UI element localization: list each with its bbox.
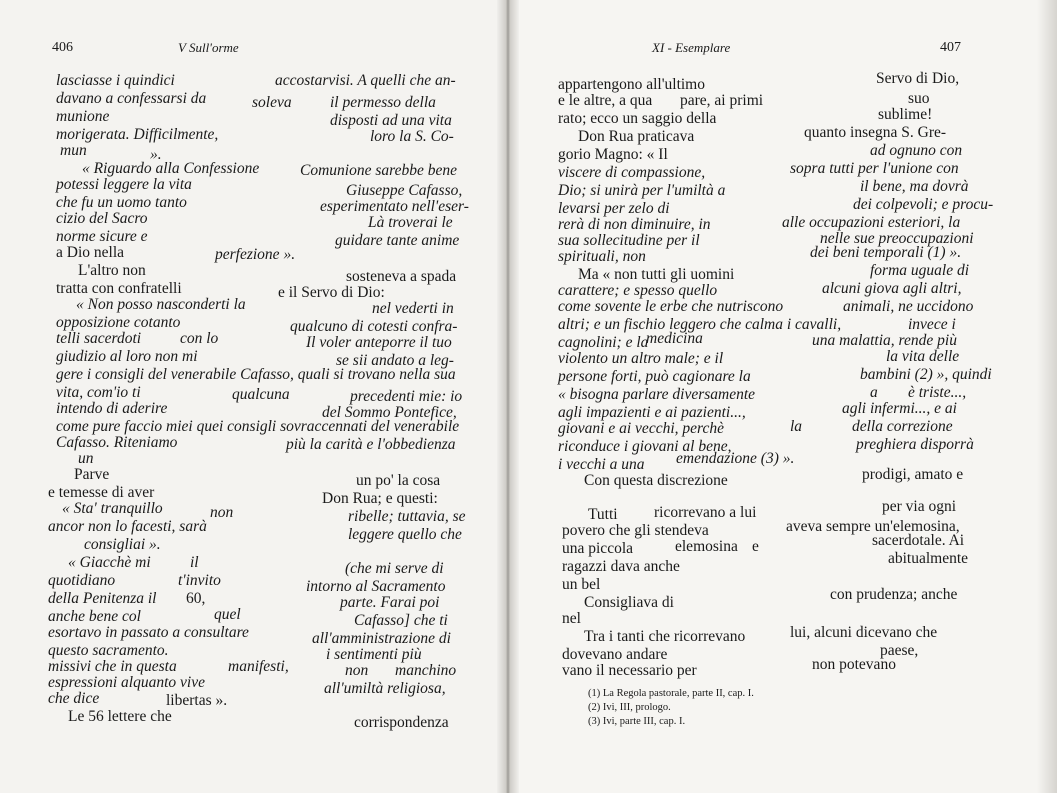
- left-page-text-line: consigliai ».: [84, 536, 161, 553]
- left-page-text-line: loro la S. Co-: [370, 128, 454, 145]
- right-page-text-line: elemosina: [675, 538, 738, 555]
- right-page-text-line: Tra i tanti che ricorrevano: [584, 628, 746, 645]
- left-page-text-line: « Non posso nasconderti la: [76, 296, 246, 313]
- left-page-text-line: nel vederti in: [372, 300, 454, 317]
- left-page-text-line: leggere quello che: [348, 526, 462, 543]
- right-page-number: 407: [940, 40, 961, 55]
- left-page-text-line: (che mi serve di: [345, 560, 444, 577]
- left-page-text-line: giudizio al loro non mi: [56, 348, 198, 365]
- left-page-text-line: 60,: [186, 590, 206, 607]
- left-page-text-line: Parve: [74, 466, 110, 483]
- left-page-text-line: non: [210, 504, 234, 521]
- left-page-text-line: esortavo in passato a consultare: [48, 624, 249, 641]
- right-page-text-line: sacerdotale. Ai: [872, 532, 965, 549]
- right-page-text-line: carattere; e spesso quello: [558, 282, 718, 299]
- right-page-text-line: ad ognuno con: [870, 142, 963, 159]
- left-page-text-line: « Riguardo alla Confessione: [82, 160, 260, 177]
- right-page-text-line: paese,: [880, 642, 919, 659]
- left-page-text-line: Cafasso. Riteniamo: [56, 434, 178, 451]
- left-page-text-line: guidare tante anime: [335, 232, 460, 249]
- right-page-text-line: forma uguale di: [870, 262, 970, 279]
- left-page-text-line: e il Servo di Dio:: [278, 284, 385, 301]
- left-page-text-line: che dice: [48, 690, 100, 707]
- right-page-text-line: « bisogna parlare diversamente: [558, 386, 756, 403]
- right-page-text-line: animali, ne uccidono: [843, 298, 974, 315]
- left-page-text-line: questo sacramento.: [48, 642, 169, 659]
- left-page-text-line: all'amministrazione di: [312, 630, 451, 647]
- left-page-text-line: Don Rua; e questi:: [322, 490, 438, 507]
- left-page-text-line: come pure faccio miei quei consigli sovraccennati del venerabile: [56, 418, 460, 435]
- right-page-text-line: la vita delle: [886, 348, 960, 365]
- left-page-text-line: t'invito: [178, 572, 221, 589]
- page-edge: [1037, 0, 1057, 793]
- left-page-text-line: il: [190, 554, 199, 571]
- right-page-text-line: suo: [908, 90, 930, 107]
- right-page-text-line: emendazione (3) ».: [676, 450, 795, 467]
- left-page-text-line: opposizione cotanto: [56, 314, 181, 331]
- left-page-text-line: del Sommo Pontefice,: [322, 404, 457, 421]
- left-page-text-line: intendo di aderire: [56, 400, 168, 417]
- left-page-text-line: i sentimenti più: [326, 646, 422, 663]
- left-page-text-line: « Sta' tranquillo: [62, 500, 163, 517]
- right-page-text-line: giovani e ai vecchi, perchè: [558, 420, 724, 437]
- right-page-text-line: aveva sempre un'elemosina,: [786, 518, 960, 535]
- left-page-text-line: quotidiano: [48, 572, 116, 589]
- left-page-text-line: un po' la cosa: [356, 472, 441, 489]
- left-page-text-line: della Penitenza il: [48, 590, 157, 607]
- left-page-text-line: missivi che in questa: [48, 658, 177, 675]
- right-page-text-line: invece i: [908, 316, 956, 333]
- left-page-text-line: intorno al Sacramento: [306, 578, 446, 595]
- right-page-text-line: e le altre, a qua: [558, 92, 653, 109]
- right-page-text-line: rerà di non diminuire, in: [558, 216, 711, 233]
- left-page-text-line: qualcuno di cotesti confra-: [290, 318, 458, 335]
- right-page-text-line: sua sollecitudine per il: [558, 232, 700, 249]
- left-page-text-line: mun: [60, 142, 87, 159]
- left-page-text-line: accostarvisi. A quelli che an-: [275, 72, 456, 89]
- right-page-text-line: gorio Magno: « Il: [558, 146, 668, 163]
- right-page-text-line: levarsi per zelo di: [558, 200, 670, 217]
- right-page-text-line: alle occupazioni esteriori, la: [782, 214, 961, 231]
- right-page-text-line: bambini (2) », quindi: [860, 366, 992, 383]
- left-page-text-line: all'umiltà religiosa,: [324, 680, 446, 697]
- left-page-text-line: un: [78, 450, 94, 467]
- left-page-text-line: Giuseppe Cafasso,: [346, 182, 463, 199]
- left-page-text-line: corrispondenza: [354, 714, 449, 731]
- left-page-text-line: lasciasse i quindici: [56, 72, 175, 89]
- right-page-text-line: Don Rua praticava: [578, 128, 695, 145]
- left-page-text-line: ».: [150, 146, 162, 163]
- right-page-text-line: persone forti, può cagionare la: [558, 368, 751, 385]
- left-page-text-line: ribelle; tuttavia, se: [348, 508, 466, 525]
- right-page-text-line: nelle sue preoccupazioni: [820, 230, 974, 247]
- left-page-text-line: se sii andato a leg-: [336, 352, 454, 369]
- left-page-text-line: esperimentato nell'eser-: [320, 198, 469, 215]
- right-page-text-line: dovevano andare: [562, 646, 668, 663]
- right-page-text-line: violento un altro male; e il: [558, 350, 724, 367]
- left-page-text-line: anche bene col: [48, 608, 141, 625]
- right-page-text-line: alcuni giova agli altri,: [822, 280, 962, 297]
- left-page-text-line: Il voler anteporre il tuo: [306, 334, 452, 351]
- left-page-text-line: ancor non lo facesti, sarà: [48, 518, 207, 535]
- right-page-text-line: preghiera disporrà: [856, 436, 974, 453]
- left-page-text-line: più la carità e l'obbedienza: [286, 436, 456, 453]
- right-running-head: XI - Esemplare: [652, 40, 731, 55]
- right-page-text-line: Dio; si unirà per l'umiltà a: [558, 182, 726, 199]
- left-page-text-line: potessi leggere la vita: [56, 176, 192, 193]
- right-page-text-line: ricorrevano a lui: [654, 504, 757, 521]
- left-page-text-line: perfezione ».: [215, 246, 296, 263]
- right-page-text-line: i vecchi a una: [558, 456, 645, 473]
- right-page-text-line: pare, ai primi: [680, 92, 764, 109]
- right-page-text-line: non potevano: [812, 656, 896, 673]
- right-page-text-line: dei beni temporali (1) ».: [810, 244, 962, 261]
- left-page-text-line: a Dio nella: [56, 244, 125, 261]
- left-page-text-line: quel: [214, 606, 241, 623]
- left-page-text-line: qualcuna: [232, 386, 290, 403]
- right-page-text-line: sopra tutti per l'unione con: [790, 160, 959, 177]
- left-page-text-line: manifesti,: [228, 658, 289, 675]
- left-page-text-line: Cafasso] che ti: [354, 612, 448, 629]
- left-page-text-line: cizio del Sacro: [56, 210, 148, 227]
- left-page-text-line: soleva: [252, 94, 292, 111]
- left-page-text-line: morigerata. Difficilmente,: [56, 126, 219, 143]
- left-page-text-line: disposti ad una vita: [330, 112, 452, 129]
- left-page-text-line: manchino: [395, 662, 457, 679]
- footnote-line: (2) Ivi, III, prologo.: [588, 702, 671, 713]
- right-page-text-line: agli infermi..., e ai: [842, 400, 957, 417]
- left-page-text-line: che fu un uomo tanto: [56, 194, 187, 211]
- right-page-text-line: come sovente le erbe che nutriscono: [558, 298, 784, 315]
- right-page-text-line: abitualmente: [888, 550, 969, 567]
- right-page-text-line: nel: [562, 610, 581, 627]
- right-page-text-line: a: [870, 384, 878, 401]
- right-page-text-line: viscere di compassione,: [558, 164, 706, 181]
- right-page-text-line: altri; e un fischio leggero che calma i cavalli,: [558, 316, 842, 333]
- left-page-text-line: parte. Farai poi: [340, 594, 440, 611]
- right-page-text-line: il bene, ma dovrà: [860, 178, 969, 195]
- left-page-text-line: precedenti mie: io: [350, 388, 463, 405]
- right-page-text-line: lui, alcuni dicevano che: [790, 624, 938, 641]
- right-page-text-line: una malattia, rende più: [812, 332, 957, 349]
- left-page-text-line: norme sicure e: [56, 228, 148, 245]
- footnote-line: (3) Ivi, parte III, cap. I.: [588, 716, 686, 727]
- left-page-text-line: L'altro non: [78, 262, 146, 279]
- left-page-text-line: il permesso della: [330, 94, 436, 111]
- left-page-text-line: sosteneva a spada: [346, 268, 457, 285]
- left-page-text-line: libertas ».: [166, 692, 228, 709]
- right-page-text-line: Tutti: [588, 506, 618, 523]
- left-page-text-line: espressioni alquanto vive: [48, 674, 205, 691]
- right-page-text-line: prodigi, amato e: [862, 466, 964, 483]
- left-page-text-line: Là troverai le: [368, 214, 453, 231]
- right-page-text-line: cagnolini; e la: [558, 334, 649, 351]
- right-page-text-line: riconduce i giovani al bene,: [558, 438, 732, 455]
- right-page-text-line: dei colpevoli; e procu-: [853, 196, 994, 213]
- book-gutter: [497, 0, 519, 793]
- left-page-text-line: munione: [56, 108, 110, 125]
- left-page-text-line: con lo: [180, 330, 219, 347]
- left-page-text-line: vita, com'io ti: [56, 384, 141, 401]
- right-page-text-line: è triste...,: [908, 384, 967, 401]
- right-page-text-line: sublime!: [878, 106, 933, 123]
- left-running-head: V Sull'orme: [178, 40, 239, 55]
- left-page-text-line: davano a confessarsi da: [56, 90, 207, 107]
- left-page-text-line: non: [345, 662, 369, 679]
- left-page-text-line: Comunione sarebbe bene: [300, 162, 457, 179]
- right-page-text-line: Con questa discrezione: [584, 472, 728, 489]
- right-page-text-line: Consigliava di: [584, 594, 674, 611]
- left-page-text-line: Le 56 lettere che: [68, 708, 172, 725]
- right-page-text-line: vano il necessario per: [562, 662, 697, 679]
- left-page-text-line: tratta con confratelli: [56, 280, 182, 297]
- right-page-text-line: Ma « non tutti gli uomini: [578, 266, 735, 283]
- right-page-text-line: della correzione: [852, 418, 953, 435]
- right-page-text-line: quanto insegna S. Gre-: [804, 124, 947, 141]
- left-page-number: 406: [52, 40, 73, 55]
- right-page-text-line: un bel: [562, 576, 601, 593]
- right-page-text-line: rato; ecco un saggio della: [558, 110, 717, 127]
- left-page-text-line: e temesse di aver: [48, 484, 155, 501]
- right-page-text-line: la: [790, 418, 803, 435]
- left-page-text-line: « Giacchè mi: [68, 554, 151, 571]
- right-page-text-line: medicina: [646, 330, 703, 347]
- right-page-text-line: e: [752, 538, 759, 555]
- footnote-line: (1) La Regola pastorale, parte II, cap. I.: [588, 688, 754, 699]
- right-page-text-line: Servo di Dio,: [876, 70, 960, 87]
- right-page-text-line: agli impazienti e ai pazienti...,: [558, 404, 746, 421]
- left-page-text-line: gere i consigli del venerabile Cafasso, quali si trovano nella sua: [56, 366, 456, 383]
- right-page-text-line: una piccola: [562, 540, 634, 557]
- left-page-text-line: telli sacerdoti: [56, 330, 142, 347]
- right-page-text-line: appartengono all'ultimo: [558, 76, 705, 93]
- right-page-text-line: per via ogni: [882, 498, 957, 515]
- right-page-text-line: spirituali, non: [558, 248, 646, 265]
- right-page-text-line: con prudenza; anche: [830, 586, 958, 603]
- right-page-text-line: povero che gli stendeva: [562, 522, 709, 539]
- right-page-text-line: ragazzi dava anche: [562, 558, 680, 575]
